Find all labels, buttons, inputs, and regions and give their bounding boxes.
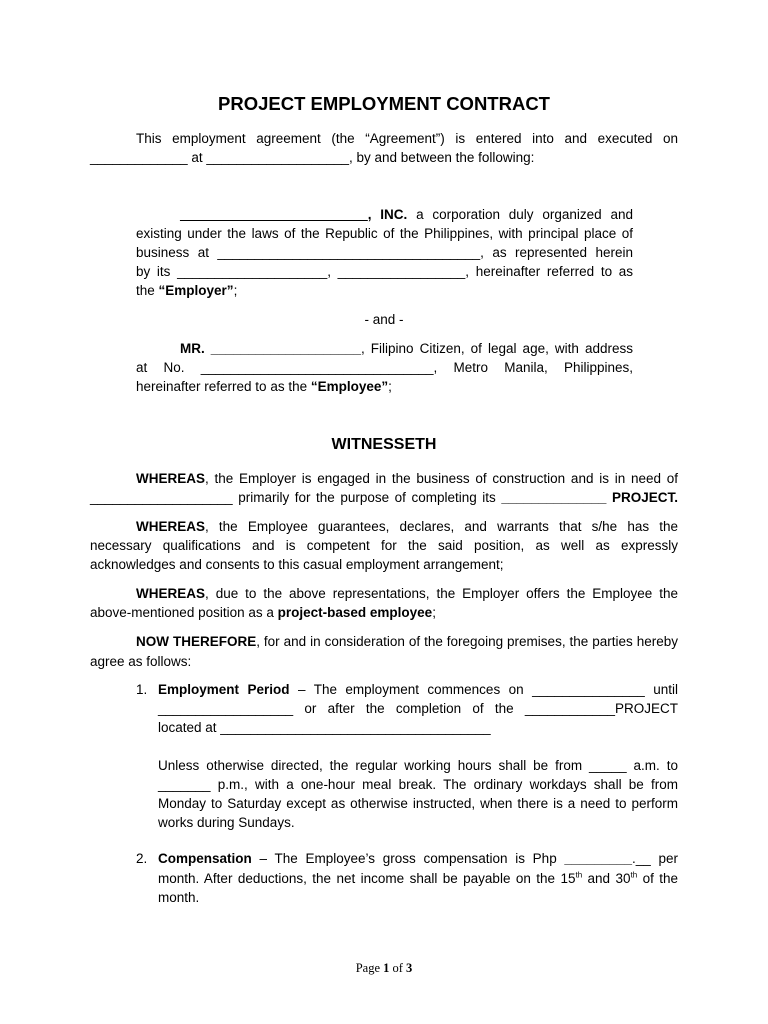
employee-name-blank: ____________________ [204, 341, 361, 356]
item-1-para-2-line-4: works during Sundays. [158, 815, 295, 830]
item-1-number: 1. [136, 682, 148, 697]
footer-page-label: Page [355, 961, 384, 975]
employer-line-5 [136, 281, 237, 300]
item-1-para-2-line-3: Monday to Saturday except as otherwise instructed, when there is a need to perform [158, 796, 678, 811]
employee-line-3-post: ; [388, 379, 392, 394]
employee-mr: MR. [180, 341, 205, 356]
document-title: PROJECT EMPLOYMENT CONTRACT [218, 93, 550, 114]
employer-line-5-post: ; [233, 283, 238, 298]
whereas-2-line-1 [136, 517, 678, 536]
whereas-3-line-2-post: ; [432, 605, 436, 620]
item-2-line-1 [158, 849, 678, 868]
now-therefore-line-2: agree as follows: [90, 654, 192, 669]
footer-current-page: 1 [383, 961, 390, 975]
whereas-3-line-1-rest: , due to the above representations, the Employer offers the Employee the [205, 586, 678, 601]
item-2-line-2-b: and 30 [582, 871, 631, 886]
employer-name-blank: _________________________ [180, 207, 368, 222]
item-2-line-1-mid: – The Employee’s gross compensation is Php [251, 851, 565, 866]
whereas-1-project-blank: ______________ [501, 490, 607, 505]
whereas-1-line-2 [90, 488, 678, 507]
item-2-line-3: month. [158, 890, 200, 905]
footer-of-label: of [389, 961, 407, 975]
whereas-2-line-2: necessary qualifications and is competent for the said position, as well as expressly [90, 538, 678, 553]
employee-line-3 [136, 377, 392, 396]
whereas-1-line-2-pre: ___________________ primarily for the purpose of completing its [90, 490, 502, 505]
intro-line-1: This employment agreement (the “Agreement”) is entered into and executed on [136, 131, 678, 146]
employee-line-1 [180, 339, 633, 358]
employer-line-3: business at ___________________________________, as represented herein [136, 245, 633, 260]
page-footer [0, 961, 768, 976]
whereas-1-keyword: WHEREAS [136, 471, 206, 486]
whereas-1-line-1-rest: , the Employer is engaged in the business of construction and is in need of [205, 471, 678, 486]
item-2-line-2 [158, 869, 678, 888]
item-1-line-1-rest: – The employment commences on _______________ until [289, 682, 678, 697]
employer-line-2: existing under the laws of the Republic of the Philippines, with principal place of [136, 226, 633, 241]
whereas-3-line-2-pre: above-mentioned position as a [90, 605, 278, 620]
employee-line-1-rest: , Filipino Citizen, of legal age, with address [360, 341, 633, 356]
item-2-heading: Compensation [158, 851, 252, 866]
employer-line-1-rest: a corporation duly organized and [407, 207, 633, 222]
employer-inc: , INC. [367, 207, 408, 222]
employer-term: “Employer” [158, 283, 234, 298]
employer-line-1 [180, 205, 633, 224]
item-2-sup-1: th [575, 870, 583, 880]
witnesseth-heading: WITNESSETH [331, 436, 437, 453]
item-2-line-1-tail: .__ per [632, 851, 678, 866]
footer-total-pages: 3 [406, 961, 413, 975]
whereas-1-project: PROJECT. [606, 490, 678, 505]
item-1-line-2: __________________ or after the completion of the ____________PROJECT [158, 701, 678, 716]
item-1-para-2-line-2: _______ p.m., with a one-hour meal break. The ordinary workdays shall be from [158, 777, 678, 792]
and-separator: - and - [364, 312, 404, 327]
whereas-2-line-1-rest: , the Employee guarantees, declares, and warrants that s/he has the [205, 519, 678, 534]
item-2-number: 2. [136, 851, 148, 866]
employer-line-4: by its ____________________, _________________, hereinafter referred to as [136, 264, 633, 279]
item-1-line-3: located at ____________________________________ [158, 720, 491, 735]
whereas-3-keyword: WHEREAS [136, 586, 206, 601]
now-therefore-line-1 [136, 632, 678, 651]
item-1-line-1 [158, 680, 678, 699]
item-2-line-2-a: month. After deductions, the net income shall be payable on the 15 [158, 871, 576, 886]
whereas-3-line-1 [136, 584, 678, 603]
item-2-sup-2: th [630, 870, 638, 880]
compensation-blank: _________ [564, 851, 632, 866]
now-therefore-line-1-rest: , for and in consideration of the foregoing premises, the parties hereby [256, 634, 679, 649]
item-1-heading: Employment Period [158, 682, 290, 697]
intro-line-2: _____________ at ___________________, by and between the following: [90, 150, 535, 165]
whereas-2-line-3: acknowledges and consents to this casual employment arrangement; [90, 557, 504, 572]
employee-line-3-pre: hereinafter referred to as the [136, 379, 311, 394]
whereas-2-keyword: WHEREAS [136, 519, 206, 534]
item-2-line-2-c: of the [637, 871, 679, 886]
employee-line-2: at No. _______________________________, Metro Manila, Philippines, [136, 360, 633, 375]
whereas-3-line-2 [90, 603, 436, 622]
item-1-para-2-line-1: Unless otherwise directed, the regular working hours shall be from _____ a.m. to [158, 758, 678, 773]
employer-line-5-pre: the [136, 283, 159, 298]
whereas-1-line-1 [136, 469, 678, 488]
now-therefore-keyword: NOW THEREFORE [136, 634, 257, 649]
employee-term: “Employee” [310, 379, 389, 394]
project-based-employee: project-based employee [277, 605, 433, 620]
